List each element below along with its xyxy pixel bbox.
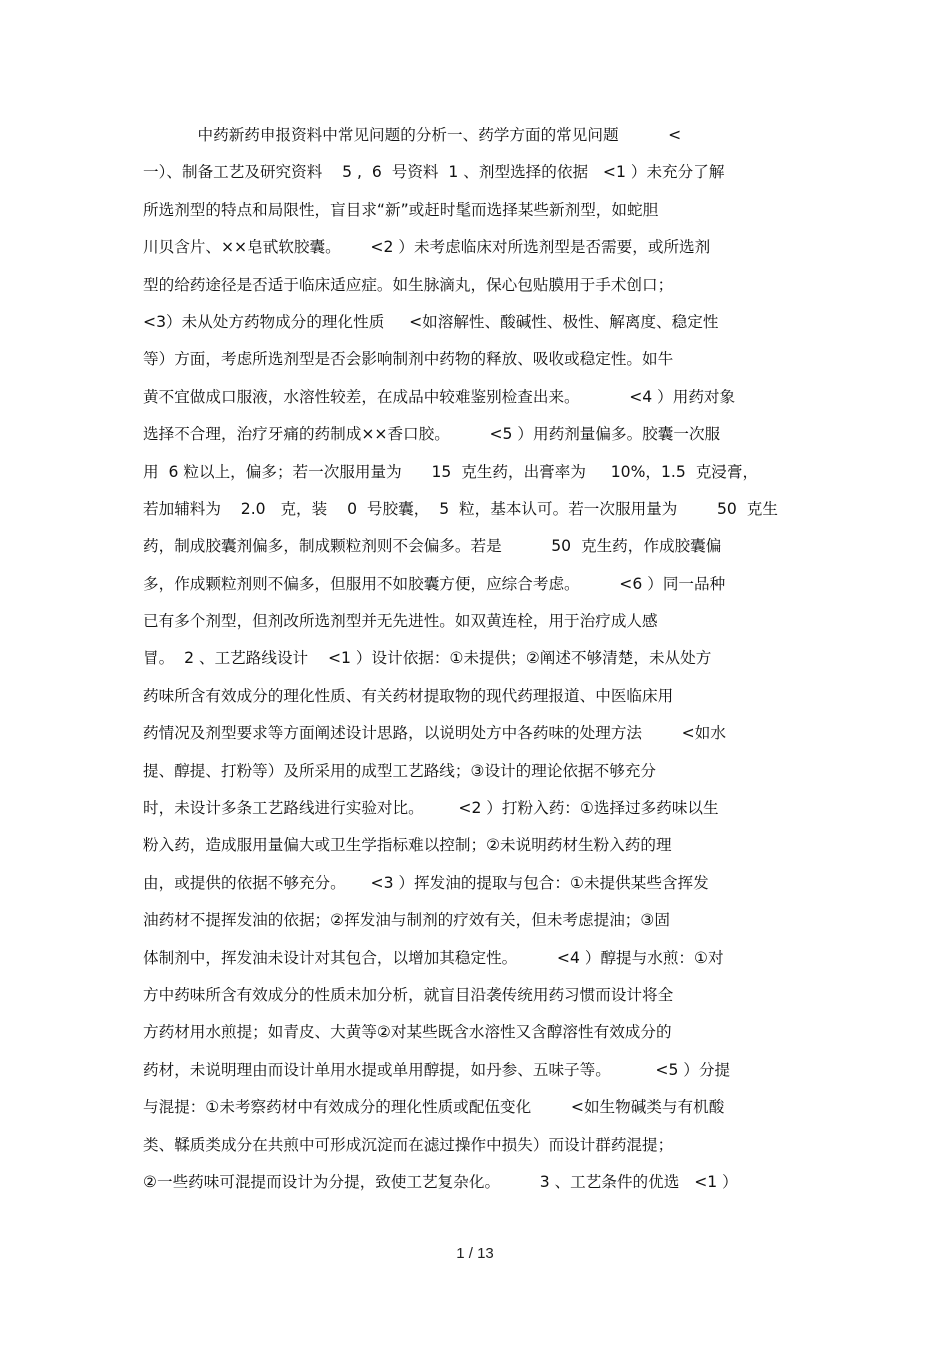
text-line: ②一些药味可混提而设计为分提，致使工艺复杂化。 3 、工艺条件的优选 <1 ）: [143, 1172, 738, 1191]
text-line: 若加辅料为 2.0 克，装 0 号胶囊， 5 粒，基本认可。若一次服用量为 50 克生: [143, 499, 778, 518]
text-line: 型的给药途径是否适于临床适应症。如生脉滴丸，保心包贴膜用于手术创口；: [143, 275, 674, 294]
text-line: 中药新药申报资料中常见问题的分析一、药学方面的常见问题 <: [143, 126, 682, 144]
text-line: 黄不宜做成口服液，水溶性较差，在成品中较难鉴别检查出来。 <4 ）用药对象: [143, 387, 736, 406]
text-line: 已有多个剂型，但剂改所选剂型并无先进性。如双黄连栓，用于治疗成人感: [143, 612, 658, 631]
text-line: 药情况及剂型要求等方面阐述设计思路，以说明处方中各药味的处理方法 <如水: [143, 724, 726, 743]
text-line: 粉入药，造成服用量偏大或卫生学指标难以控制；②未说明药材生粉入药的理: [143, 836, 672, 855]
text-line: 所选剂型的特点和局限性，盲目求“新”或赶时髦而选择某些新剂型，如蛇胆: [143, 200, 659, 219]
text-line: 一）、制备工艺及研究资料 5 , 6 号资料 1 、剂型选择的依据 <1 ）未充分了解: [143, 163, 725, 182]
text-line: <3）未从处方药物成分的理化性质 <如溶解性、酸碱性、极性、解离度、稳定性: [143, 312, 719, 331]
text-line: 冒。 2 、工艺路线设计 <1 ）设计依据：①未提供；②阐述不够清楚，未从处方: [143, 649, 712, 668]
text-line: 川贝含片、××皂甙软胶囊。 <2 ）未考虑临床对所选剂型是否需要，或所选剂: [143, 238, 711, 257]
text-line: 油药材不提挥发油的依据；②挥发油与制剂的疗效有关，但未考虑提油；③固: [143, 911, 670, 930]
text-line: 药材，未说明理由而设计单用水提或单用醇提，如丹参、五味子等。 <5 ）分提: [143, 1060, 731, 1079]
text-line: 与混提：①未考察药材中有效成分的理化性质或配伍变化 <如生物碱类与有机酸: [143, 1098, 725, 1117]
text-line: 药，制成胶囊剂偏多，制成颗粒剂则不会偏多。若是 50 克生药，作成胶囊偏: [143, 537, 722, 556]
text-line: 提、醇提、打粉等）及所采用的成型工艺路线；③设计的理论依据不够充分: [143, 761, 656, 780]
text-line: 药味所含有效成分的理化性质、有关药材提取物的现代药理报道、中医临床用: [143, 686, 674, 705]
text-line: 方中药味所含有效成分的性质未加分析，就盲目沿袭传统用药习惯而设计将全: [143, 985, 674, 1004]
text-line: 由，或提供的依据不够充分。 <3 ）挥发油的提取与包合：①未提供某些含挥发: [143, 873, 709, 892]
text-line: 时，未设计多条工艺路线进行实验对比。 <2 ）打粉入药：①选择过多药味以生: [143, 799, 719, 818]
document-body: [143, 121, 808, 1205]
text-line: 选择不合理，治疗牙痛的药制成××香口胶。 <5 ）用药剂量偏多。胶囊一次服: [143, 425, 721, 444]
text-line: 体制剂中，挥发油未设计对其包合，以增加其稳定性。 <4 ）醇提与水煎：①对: [143, 948, 724, 967]
text-line: 类、鞣质类成分在共煎中可形成沉淀而在滤过操作中损失）而设计群药混提；: [143, 1135, 674, 1154]
text-line: 多，作成颗粒剂则不偏多，但服用不如胶囊方便，应综合考虑。 <6 ）同一品种: [143, 574, 726, 593]
text-line: 用 6 粒以上，偏多；若一次服用量为 15 克生药，出膏率为 10%，1.5 克浸膏，: [143, 462, 759, 481]
text-line: 方药材用水煎提；如青皮、大黄等②对某些既含水溶性又含醇溶性有效成分的: [143, 1023, 672, 1042]
text-line: 等）方面，考虑所选剂型是否会影响制剂中药物的释放、吸收或稳定性。如牛: [143, 350, 674, 369]
page-number: 1 / 13: [456, 1245, 494, 1262]
